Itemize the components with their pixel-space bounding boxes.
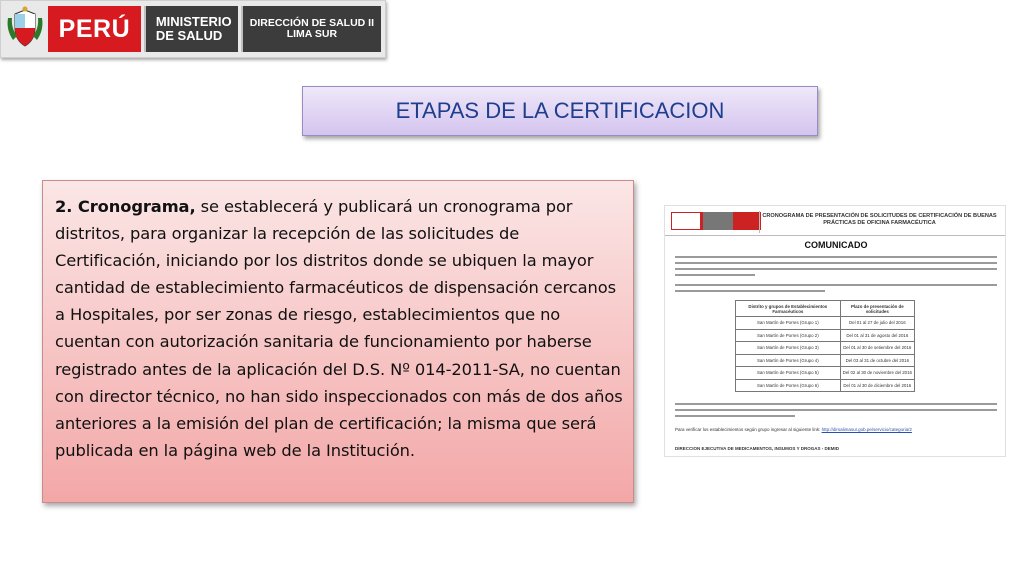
table-header: Distrito y grupos de Establecimientos Farmacéuticos <box>736 301 841 317</box>
direction-line1: DIRECCIÓN DE SALUD II <box>249 16 375 29</box>
ministry-line2: DE SALUD <box>155 28 223 43</box>
table-row <box>736 329 915 342</box>
comunicado-document-image <box>664 205 1006 457</box>
document-header <box>665 210 1006 236</box>
country-label: PERÚ <box>58 14 131 43</box>
document-heading: COMUNICADO <box>804 240 868 250</box>
document-text-line <box>675 290 825 292</box>
document-text-line <box>675 262 997 264</box>
document-link-prefix: Para verificar los establecimientos según grupo ingresar al siguiente link: <box>675 427 821 432</box>
table-cell: Del 01 al 27 de julio del 2016 <box>840 317 914 330</box>
body-text: se establecerá y publicará un cronograma por distritos, para organizar la recepción de las solicitudes de Certificación, iniciando por los distritos donde se ubiquen la mayor cantidad de establecimiento farmacéuticos de dispensación cercanos a Hospitales, por ser zonas de riesgo, establecimientos que no cuentan con autorización sanitaria de funcionamiento por haberse registrado antes de la aplicación del D.S. Nº 014-2011-SA, no cuentan con director técnico, no han sido inspeccionados con más de dos años anteriores a la emisión del plan de certificación; la misma que será publicada en la página web de la Institución. <box>55 197 623 460</box>
table-cell: Del 01 al 31 de agosto del 2016 <box>840 329 914 342</box>
table-cell: San Martín de Porres (Grupo 5) <box>736 367 841 380</box>
document-text-line <box>675 274 755 276</box>
document-text-line <box>675 284 997 286</box>
table-row <box>736 354 915 367</box>
table-row <box>736 317 915 330</box>
slide-title-box <box>302 86 818 136</box>
document-text-line <box>675 403 997 405</box>
document-footer: DIRECCION EJECUTIVA DE MEDICAMENTOS, INSUMOS Y DROGAS - DEMID <box>675 446 840 451</box>
schedule-table <box>735 300 915 392</box>
table-row <box>736 342 915 355</box>
table-header-row <box>736 301 915 317</box>
document-header-text: CRONOGRAMA DE PRESENTACIÓN DE SOLICITUDES DE CERTIFICACIÓN DE BUENAS PRÁCTICAS DE OFICINA FARMACÉUTICA <box>759 211 999 233</box>
body-lead: 2. Cronograma, <box>55 197 196 216</box>
direction-line2: LIMA SUR <box>286 28 338 40</box>
document-link-line <box>675 427 912 432</box>
table-cell: San Martín de Porres (Grupo 3) <box>736 342 841 355</box>
slide-title: ETAPAS DE LA CERTIFICACION <box>395 98 725 123</box>
table-cell: Del 01 al 30 de diciembre del 2016 <box>840 379 914 392</box>
document-text-line <box>675 409 997 411</box>
table-cell: San Martín de Porres (Grupo 1) <box>736 317 841 330</box>
table-cell: Del 03 al 31 de octubre del 2016 <box>840 354 914 367</box>
table-row <box>736 379 915 392</box>
ministry-line1: MINISTERIO <box>155 14 232 30</box>
table-cell: San Martín de Porres (Grupo 2) <box>736 329 841 342</box>
body-text-box <box>42 180 634 503</box>
ministry-logo <box>144 6 238 52</box>
table-row <box>736 367 915 380</box>
document-text-line <box>675 256 997 258</box>
table-cell: San Martín de Porres (Grupo 6) <box>736 379 841 392</box>
peru-coat-of-arms-icon <box>5 6 45 52</box>
document-link: http://dirsalimasur.gob.pe/servicio/categoria/2 <box>821 427 912 432</box>
document-text-line <box>675 268 997 270</box>
table-header: Plazo de presentación de solicitudes <box>840 301 914 317</box>
document-logo-icon <box>671 212 761 230</box>
direction-logo <box>241 6 381 52</box>
table-cell: Del 01 al 30 de setiembre del 2016 <box>840 342 914 355</box>
header-logo-strip <box>0 0 386 58</box>
document-text-line <box>675 415 795 417</box>
table-cell: Del 02 al 30 de noviembre del 2016 <box>840 367 914 380</box>
peru-logo <box>48 6 141 52</box>
table-cell: San Martín de Porres (Grupo 4) <box>736 354 841 367</box>
body-paragraph <box>55 193 623 464</box>
